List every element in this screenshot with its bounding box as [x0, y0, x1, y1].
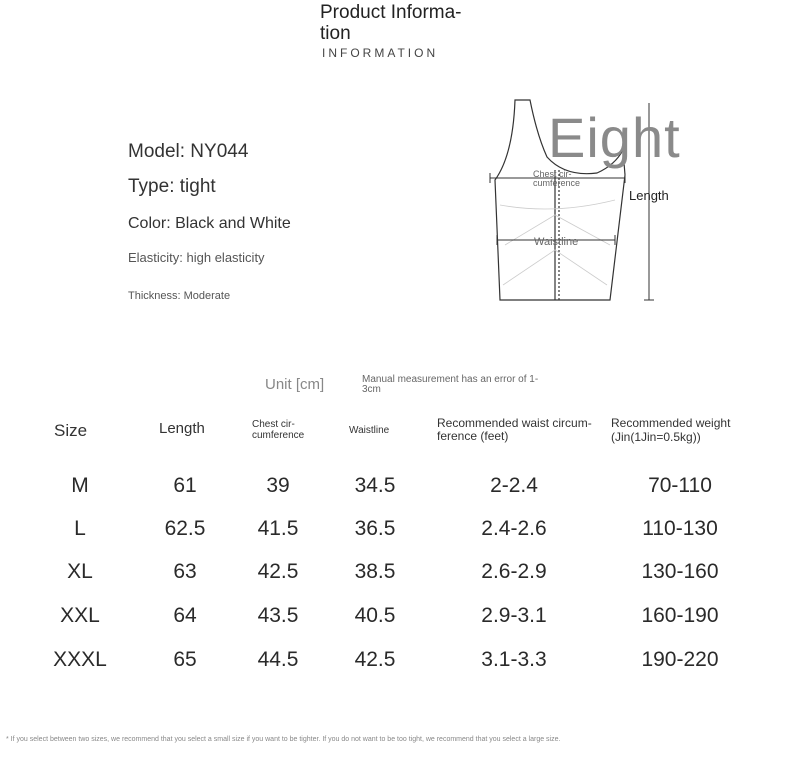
table-row	[0, 596, 790, 636]
header-recommended-weight: Recommended weight (Jin(1Jin=0.5kg))	[611, 416, 731, 444]
cell-waist: 40.5	[354, 604, 396, 627]
cell-rec-waist: 2.6-2.9	[481, 560, 547, 583]
cell-rec-weight: 130-160	[641, 560, 719, 583]
page-subtitle: INFORMATION	[322, 46, 439, 60]
header-length: Length	[159, 420, 205, 437]
cell-rec-waist: 2.9-3.1	[481, 604, 547, 627]
page-title: Product Informa-tion	[320, 2, 462, 44]
cell-waist: 36.5	[354, 517, 396, 540]
cell-waist: 42.5	[354, 648, 396, 671]
cell-waist: 34.5	[354, 474, 396, 497]
spec-elasticity: Elasticity: high elasticity	[128, 250, 265, 265]
cell-waist: 38.5	[354, 560, 396, 583]
cell-rec-waist: 2-2.4	[490, 474, 538, 497]
waist-label: Waistline	[534, 236, 579, 248]
table-row	[0, 640, 790, 680]
spec-model: Model: NY044	[128, 141, 249, 162]
cell-rec-waist: 3.1-3.3	[481, 648, 547, 671]
cell-length: 63	[173, 560, 197, 583]
cell-length: 62.5	[164, 517, 206, 540]
cell-length: 61	[173, 474, 197, 497]
cell-rec-weight: 110-130	[642, 517, 718, 540]
cell-length: 64	[173, 604, 197, 627]
cell-size: XL	[67, 560, 93, 583]
header-waistline: Waistline	[349, 425, 390, 436]
cell-chest: 42.5	[257, 560, 299, 583]
header-recommended-waist: Recommended waist circum-ference (feet)	[437, 416, 592, 443]
cell-chest: 41.5	[257, 517, 299, 540]
chest-label: Chest cir-cumference	[533, 169, 581, 188]
table-row	[0, 466, 790, 506]
table-row	[0, 509, 790, 549]
cell-chest: 43.5	[257, 604, 299, 627]
brand-watermark: Eight	[548, 106, 681, 169]
cell-size: L	[74, 517, 86, 540]
header-size: Size	[54, 421, 88, 440]
table-row	[0, 552, 790, 592]
cell-chest: 44.5	[257, 648, 299, 671]
cell-rec-weight: 190-220	[641, 648, 719, 671]
cell-rec-weight: 70-110	[648, 474, 712, 497]
cell-rec-weight: 160-190	[641, 604, 719, 627]
cell-size: XXXL	[53, 648, 107, 671]
spec-type: Type: tight	[128, 176, 216, 197]
measurement-note: Manual measurement has an error of 1-3cm	[362, 374, 539, 395]
cell-size: XXL	[60, 604, 100, 627]
size-footnote: * If you select between two sizes, we recommend that you select a small size if you want to be tighter. If you do not want to be too tight, we recommend that you select a large size.	[6, 736, 561, 743]
cell-size: M	[71, 474, 89, 497]
cell-chest: 39	[266, 474, 290, 497]
unit-label: Unit [cm]	[265, 376, 325, 393]
length-label: Length	[629, 188, 669, 203]
cell-length: 65	[173, 648, 197, 671]
header-chest: Chest cir-cumference	[252, 419, 304, 441]
cell-rec-waist: 2.4-2.6	[481, 517, 547, 540]
spec-color: Color: Black and White	[128, 215, 291, 232]
spec-thickness: Thickness: Moderate	[128, 290, 231, 302]
